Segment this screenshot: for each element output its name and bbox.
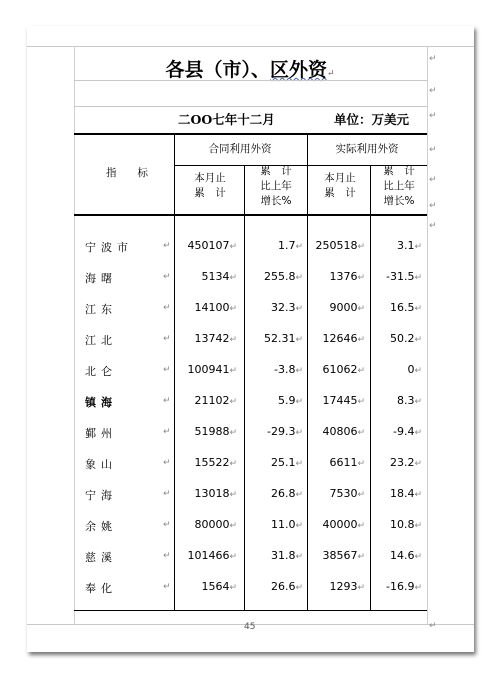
cell-value: 21102	[194, 394, 230, 407]
cell-value: 13742	[194, 332, 230, 345]
paragraph-mark-icon: ↵	[414, 521, 422, 531]
cell-value: -16.9	[385, 580, 415, 593]
paragraph-mark-icon: ↵	[163, 551, 171, 561]
row-label: 奉化	[85, 582, 117, 595]
paragraph-mark-icon: ↵	[163, 458, 171, 468]
paragraph-mark-icon: ↵	[295, 428, 303, 438]
table-cell	[247, 549, 303, 562]
cell-value: 14100	[194, 301, 230, 314]
table-cell	[309, 270, 365, 283]
paragraph-mark-icon: ↵	[295, 397, 303, 407]
title-underlined: 区外资	[269, 59, 327, 81]
paragraph-mark-icon: ↵	[357, 521, 365, 531]
paragraph-mark-icon: ↵	[229, 273, 237, 283]
paragraph-mark-icon: ↵	[357, 459, 365, 469]
cell-value: 40806	[322, 425, 358, 438]
cell-value: 15522	[194, 456, 230, 469]
paragraph-mark-icon: ↵	[295, 521, 303, 531]
cell-value: 1.7	[277, 239, 296, 252]
paragraph-mark-icon: ↵	[414, 428, 422, 438]
row-label: 鄞州	[85, 427, 117, 440]
header-top-rule	[74, 133, 427, 135]
cell-value: 100941	[187, 363, 230, 376]
paragraph-mark-icon: ↵	[357, 273, 365, 283]
table-cell	[372, 425, 422, 438]
row-label: 海曙	[85, 272, 117, 285]
table-cell	[309, 487, 365, 500]
table-cell	[175, 487, 237, 500]
cell-value: -3.8	[273, 363, 296, 376]
contract-growth-header	[246, 164, 306, 209]
cell-value: 32.3	[270, 301, 296, 314]
paragraph-mark-icon: ↵	[414, 242, 422, 252]
paragraph-mark-icon: ↵	[229, 397, 237, 407]
table-rule	[74, 80, 427, 81]
document-viewport	[27, 26, 474, 652]
paragraph-mark-icon: ↵	[163, 489, 171, 499]
table-cell	[372, 518, 422, 531]
paragraph-mark-icon: ↵	[163, 303, 171, 313]
cell-value: 18.4	[389, 487, 415, 500]
cell-value: 1293	[329, 580, 358, 593]
paragraph-mark-icon: ↵	[163, 427, 171, 437]
paragraph-mark-icon: ↵	[357, 397, 365, 407]
paragraph-mark-icon: ↵	[229, 335, 237, 345]
cell-value: 7530	[329, 487, 358, 500]
title-plain: 各县（市）、	[165, 59, 270, 81]
paragraph-mark-icon: ↵	[429, 221, 437, 231]
paragraph-mark-icon: ↵	[295, 366, 303, 376]
paragraph-mark-icon: ↵	[229, 490, 237, 500]
paragraph-mark-icon: ↵	[295, 335, 303, 345]
cell-value: 255.8	[263, 270, 296, 283]
paragraph-mark-icon: ↵	[163, 396, 171, 406]
table-cell	[175, 363, 237, 376]
cell-value: 40000	[322, 518, 358, 531]
table-cell	[247, 363, 303, 376]
table-cell	[175, 301, 237, 314]
cell-value: 0	[407, 363, 415, 376]
cell-value: 61062	[322, 363, 358, 376]
table-cell	[372, 487, 422, 500]
cell-value: 1564	[201, 580, 230, 593]
cell-value: 38567	[322, 549, 358, 562]
actual-header: 实际利用外资	[335, 143, 399, 155]
report-date: 二OO七年十二月	[178, 112, 275, 127]
table-cell	[247, 580, 303, 593]
row-label: 镇海	[85, 396, 117, 409]
paragraph-mark-icon: ↵	[163, 582, 171, 592]
table-cell	[247, 425, 303, 438]
header-line: 累 计	[260, 165, 292, 177]
paragraph-mark-icon: ↵	[414, 366, 422, 376]
table-cell	[175, 332, 237, 345]
table-cell	[309, 301, 365, 314]
row-label: 北仑	[85, 365, 117, 378]
paragraph-mark-icon: ↵	[163, 520, 171, 530]
table-cell	[175, 425, 237, 438]
paragraph-mark-icon: ↵	[414, 335, 422, 345]
header-line: 累 计	[194, 187, 226, 199]
cell-value: 250518	[315, 239, 358, 252]
paragraph-mark-icon: ↵	[163, 365, 171, 375]
table-cell	[309, 332, 365, 345]
table-cell	[247, 332, 303, 345]
paragraph-mark-icon: ↵	[295, 552, 303, 562]
column-divider	[370, 165, 371, 610]
actual-growth-header	[372, 164, 426, 209]
row-label: 宁海	[85, 489, 117, 502]
cell-value: 450107	[187, 239, 230, 252]
header-line: 本月止	[324, 172, 356, 184]
cell-value: 5.9	[277, 394, 296, 407]
table-rule	[74, 106, 427, 107]
cell-value: 31.8	[270, 549, 296, 562]
paragraph-mark-icon: ↵	[229, 552, 237, 562]
paragraph-mark-icon: ↵	[295, 304, 303, 314]
row-label: 慈溪	[85, 551, 117, 564]
cell-value: 13018	[194, 487, 230, 500]
table-cell	[175, 580, 237, 593]
header-line: 本月止	[194, 172, 226, 184]
paragraph-mark-icon: ↵	[295, 242, 303, 252]
table-cell	[372, 270, 422, 283]
paragraph-mark-icon: ↵	[357, 366, 365, 376]
table-cell	[247, 270, 303, 283]
header-line: 累 计	[383, 165, 415, 177]
table-cell	[175, 549, 237, 562]
indicator-header: 指 标	[106, 167, 148, 179]
cell-value: -29.3	[266, 425, 296, 438]
table-cell	[372, 301, 422, 314]
row-label: 宁波市	[85, 241, 133, 254]
column-divider	[244, 165, 245, 610]
table-cell	[175, 239, 237, 252]
table-cell	[175, 518, 237, 531]
paragraph-mark-icon: ↵	[414, 490, 422, 500]
cell-value: -9.4	[392, 425, 415, 438]
row-label: 江北	[85, 334, 117, 347]
cell-value: 80000	[194, 518, 230, 531]
header-bottom-rule	[74, 214, 427, 216]
page-top-margin	[27, 26, 474, 47]
header-line: 累 计	[324, 187, 356, 199]
paragraph-mark-icon: ↵	[429, 621, 437, 631]
table-cell	[247, 239, 303, 252]
header-line: 增长%	[260, 195, 292, 207]
cell-value: 1376	[329, 270, 358, 283]
paragraph-mark-icon: ↵	[429, 86, 437, 96]
actual-cumulative-header	[310, 171, 370, 201]
paragraph-mark-icon: ↵	[357, 490, 365, 500]
paragraph-mark-icon: ↵	[414, 552, 422, 562]
table-cell	[175, 394, 237, 407]
table-cell	[372, 580, 422, 593]
cell-value: 50.2	[389, 332, 415, 345]
paragraph-mark-icon: ↵	[414, 397, 422, 407]
paragraph-mark-icon: ↵	[429, 145, 437, 155]
table-cell	[309, 580, 365, 593]
table-cell	[309, 549, 365, 562]
right-margin-guide	[427, 46, 428, 624]
paragraph-mark-icon: ↵	[163, 334, 171, 344]
table-cell	[372, 456, 422, 469]
table-cell	[309, 518, 365, 531]
row-label: 余姚	[85, 520, 117, 533]
paragraph-mark-icon: ↵	[429, 111, 437, 121]
table-cell	[309, 239, 365, 252]
paragraph-mark-icon: ↵	[295, 583, 303, 593]
table-cell	[247, 301, 303, 314]
paragraph-mark-icon: ↵	[229, 583, 237, 593]
header-line: 比上年	[260, 180, 292, 192]
paragraph-mark-icon: ↵	[414, 459, 422, 469]
table-cell	[247, 394, 303, 407]
table-cell	[309, 425, 365, 438]
cell-value: 14.6	[389, 549, 415, 562]
cell-value: 5134	[201, 270, 230, 283]
page-number: 45	[244, 622, 256, 632]
row-label: 江东	[85, 303, 117, 316]
cell-value: 16.5	[389, 301, 415, 314]
header-line: 增长%	[383, 195, 415, 207]
cell-value: 26.8	[270, 487, 296, 500]
table-cell	[175, 270, 237, 283]
table-cell	[247, 456, 303, 469]
table-cell	[309, 394, 365, 407]
table-bottom-rule	[74, 610, 427, 611]
cell-value: 101466	[187, 549, 230, 562]
cell-value: 11.0	[270, 518, 296, 531]
table-cell	[372, 394, 422, 407]
paragraph-mark-icon: ↵	[414, 304, 422, 314]
cell-value: 9000	[329, 301, 358, 314]
paragraph-mark-icon: ↵	[357, 583, 365, 593]
paragraph-mark-icon: ↵	[429, 175, 437, 185]
page-title	[75, 55, 425, 82]
cell-value: 6611	[329, 456, 358, 469]
cell-value: 25.1	[270, 456, 296, 469]
table-cell	[309, 363, 365, 376]
cell-value: 51988	[194, 425, 230, 438]
paragraph-mark-icon: ↵	[229, 304, 237, 314]
paragraph-mark-icon: ↵	[163, 241, 171, 251]
column-divider	[307, 134, 308, 610]
cell-value: 26.6	[270, 580, 296, 593]
cell-value: 52.31	[263, 332, 296, 345]
paragraph-mark-icon: ↵	[229, 521, 237, 531]
cell-value: 23.2	[389, 456, 415, 469]
paragraph-mark-icon: ↵	[414, 273, 422, 283]
paragraph-mark-icon: ↵	[295, 459, 303, 469]
report-unit: 单位：万美元	[334, 112, 410, 127]
paragraph-mark-icon: ↵	[357, 242, 365, 252]
paragraph-mark-icon: ↵	[357, 335, 365, 345]
cell-value: -31.5	[385, 270, 415, 283]
paragraph-mark-icon: ↵	[295, 273, 303, 283]
paragraph-mark-icon: ↵	[357, 304, 365, 314]
paragraph-mark-icon: ↵	[429, 54, 437, 64]
paragraph-mark-icon: ↵	[229, 366, 237, 376]
contract-cumulative-header	[177, 171, 243, 201]
document-page	[27, 26, 474, 652]
row-label: 象山	[85, 458, 117, 471]
cell-value: 3.1	[396, 239, 415, 252]
paragraph-mark-icon: ↵	[229, 242, 237, 252]
paragraph-mark-icon: ↵	[163, 272, 171, 282]
header-line: 比上年	[383, 180, 415, 192]
contract-header: 合同利用外资	[208, 143, 272, 155]
cell-value: 17445	[322, 394, 358, 407]
table-cell	[372, 239, 422, 252]
table-cell	[247, 518, 303, 531]
table-cell	[309, 456, 365, 469]
cell-value: 10.8	[389, 518, 415, 531]
paragraph-mark-icon: ↵	[295, 490, 303, 500]
table-cell	[372, 363, 422, 376]
paragraph-mark-icon: ↵	[229, 459, 237, 469]
paragraph-mark-icon: ↵	[229, 428, 237, 438]
paragraph-mark-icon: ↵	[326, 69, 335, 79]
cell-value: 12646	[322, 332, 358, 345]
table-cell	[372, 332, 422, 345]
paragraph-mark-icon: ↵	[357, 428, 365, 438]
table-cell	[247, 487, 303, 500]
table-cell	[372, 549, 422, 562]
cell-value: 8.3	[396, 394, 415, 407]
paragraph-mark-icon: ↵	[414, 583, 422, 593]
paragraph-mark-icon: ↵	[357, 552, 365, 562]
table-cell	[175, 456, 237, 469]
paragraph-mark-icon: ↵	[429, 201, 437, 211]
